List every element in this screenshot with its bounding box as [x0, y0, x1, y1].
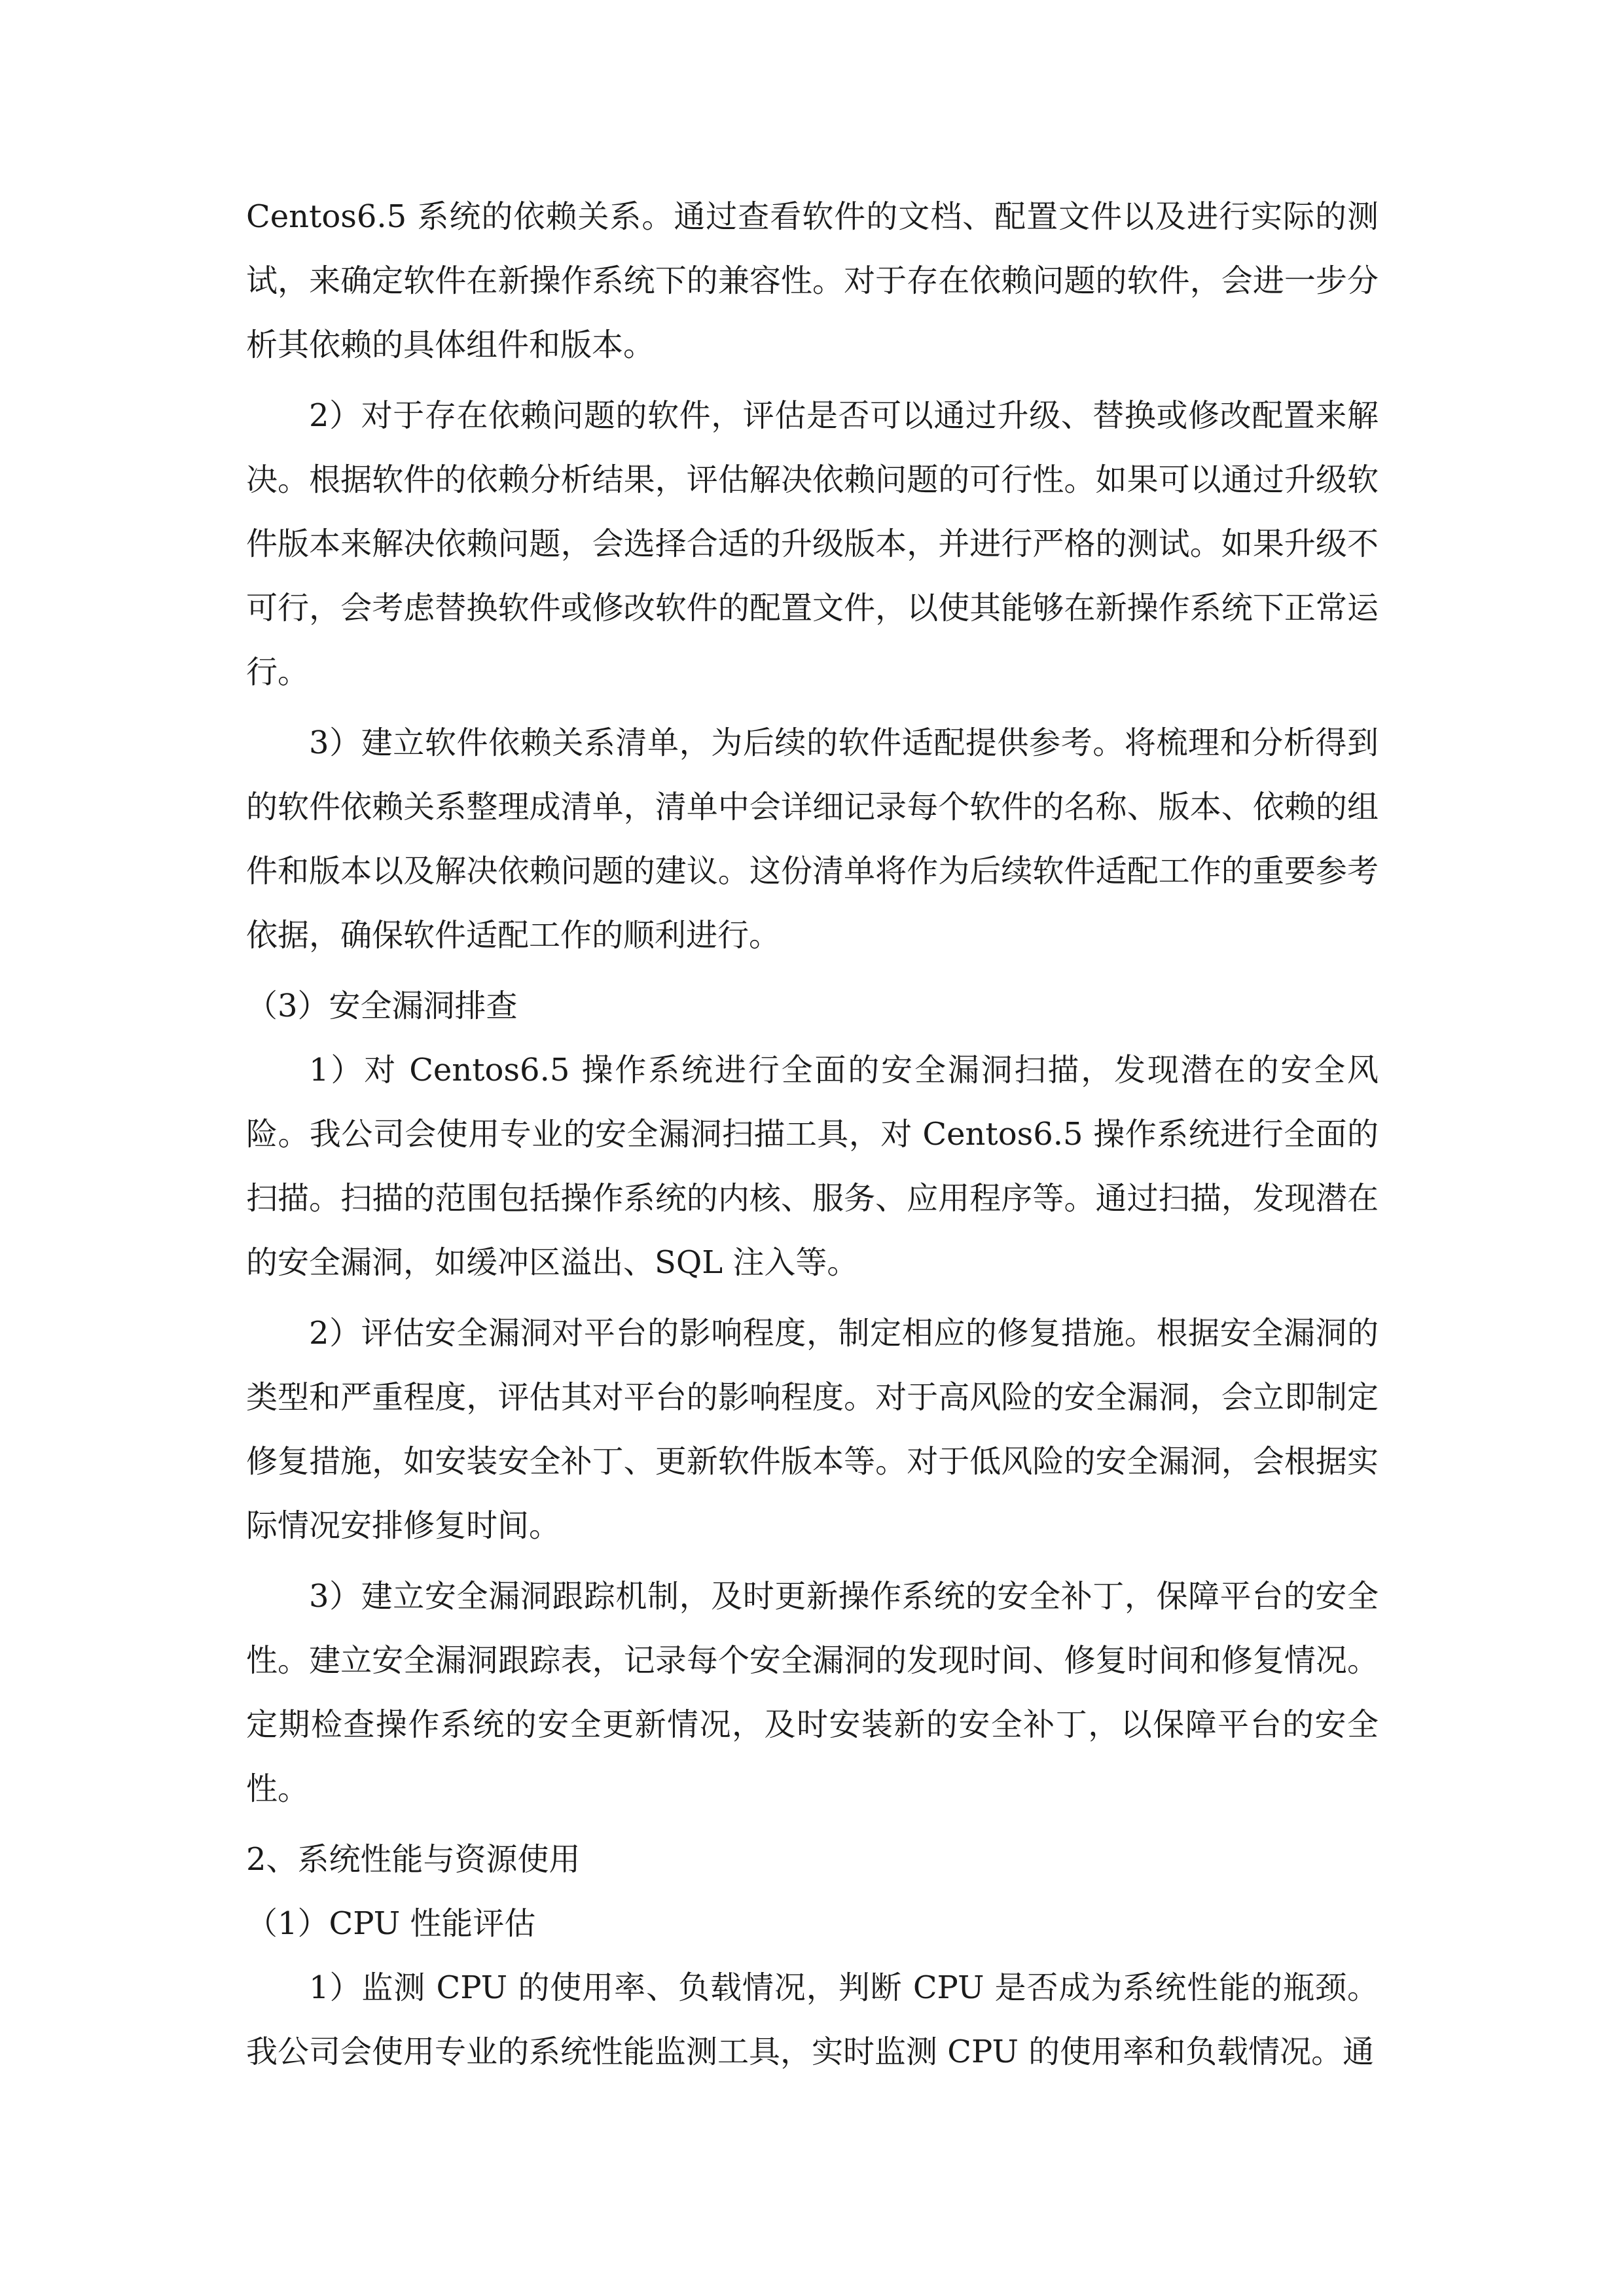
paragraph-cpu-item-1: 1）监测 CPU 的使用率、负载情况，判断 CPU 是否成为系统性能的瓶颈。我公司会使用专业的系统性能监测工具，实时监测 CPU 的使用率和负载情况。通 — [246, 1969, 1379, 2070]
paragraph-security-item-1: 1）对 Centos6.5 操作系统进行全面的安全漏洞扫描，发现潜在的安全风险。我公司会使用专业的安全漏洞扫描工具，对 Centos6.5 操作系统进行全面的扫描。扫描的范围包括操作系统的内核、服务、应用程序等。通过扫描，发现潜在的安全漏洞，如缓冲区溢出、SQL 注入等。 — [246, 1052, 1379, 1281]
paragraph-dependency-continuation: Centos6.5 系统的依赖关系。通过查看软件的文档、配置文件以及进行实际的测试，来确定软件在新操作系统下的兼容性。对于存在依赖问题的软件，会进一步分析其依赖的具体组件和版本。 — [246, 198, 1379, 363]
paragraph-dependency-item-2: 2）对于存在依赖问题的软件，评估是否可以通过升级、替换或修改配置来解决。根据软件的依赖分析结果，评估解决依赖问题的可行性。如果可以通过升级软件版本来解决依赖问题，会选择合适的升级版本，并进行严格的测试。如果升级不可行，会考虑替换软件或修改软件的配置文件，以使其能够在新操作系统下正常运行。 — [246, 397, 1379, 691]
paragraph-gap — [246, 1821, 1379, 1827]
paragraph-gap — [246, 1295, 1379, 1301]
paragraph-gap — [246, 377, 1379, 384]
paragraph-dependency-item-3: 3）建立软件依赖关系清单，为后续的软件适配提供参考。将梳理和分析得到的软件依赖关系整理成清单，清单中会详细记录每个软件的名称、版本、依赖的组件和版本以及解决依赖问题的建议。这份清单将作为后续软件适配工作的重要参考依据，确保软件适配工作的顺利进行。 — [246, 725, 1379, 954]
document-body — [246, 185, 1379, 2084]
paragraph-gap — [246, 704, 1379, 711]
paragraph-gap — [246, 967, 1379, 974]
section-heading-performance: 2、系统性能与资源使用 — [246, 1841, 581, 1878]
paragraph-gap — [246, 1558, 1379, 1564]
section-heading-security-scan: （3）安全漏洞排查 — [246, 988, 518, 1024]
paragraph-security-item-3: 3）建立安全漏洞跟踪机制，及时更新操作系统的安全补丁，保障平台的安全性。建立安全漏洞跟踪表，记录每个安全漏洞的发现时间、修复时间和修复情况。定期检查操作系统的安全更新情况，及时安装新的安全补丁，以保障平台的安全性。 — [246, 1578, 1379, 1807]
subsection-heading-cpu: （1）CPU 性能评估 — [246, 1905, 536, 1942]
paragraph-security-item-2: 2）评估安全漏洞对平台的影响程度，制定相应的修复措施。根据安全漏洞的类型和严重程度，评估其对平台的影响程度。对于高风险的安全漏洞，会立即制定修复措施，如安装安全补丁、更新软件版本等。对于低风险的安全漏洞，会根据实际情况安排修复时间。 — [246, 1315, 1379, 1544]
